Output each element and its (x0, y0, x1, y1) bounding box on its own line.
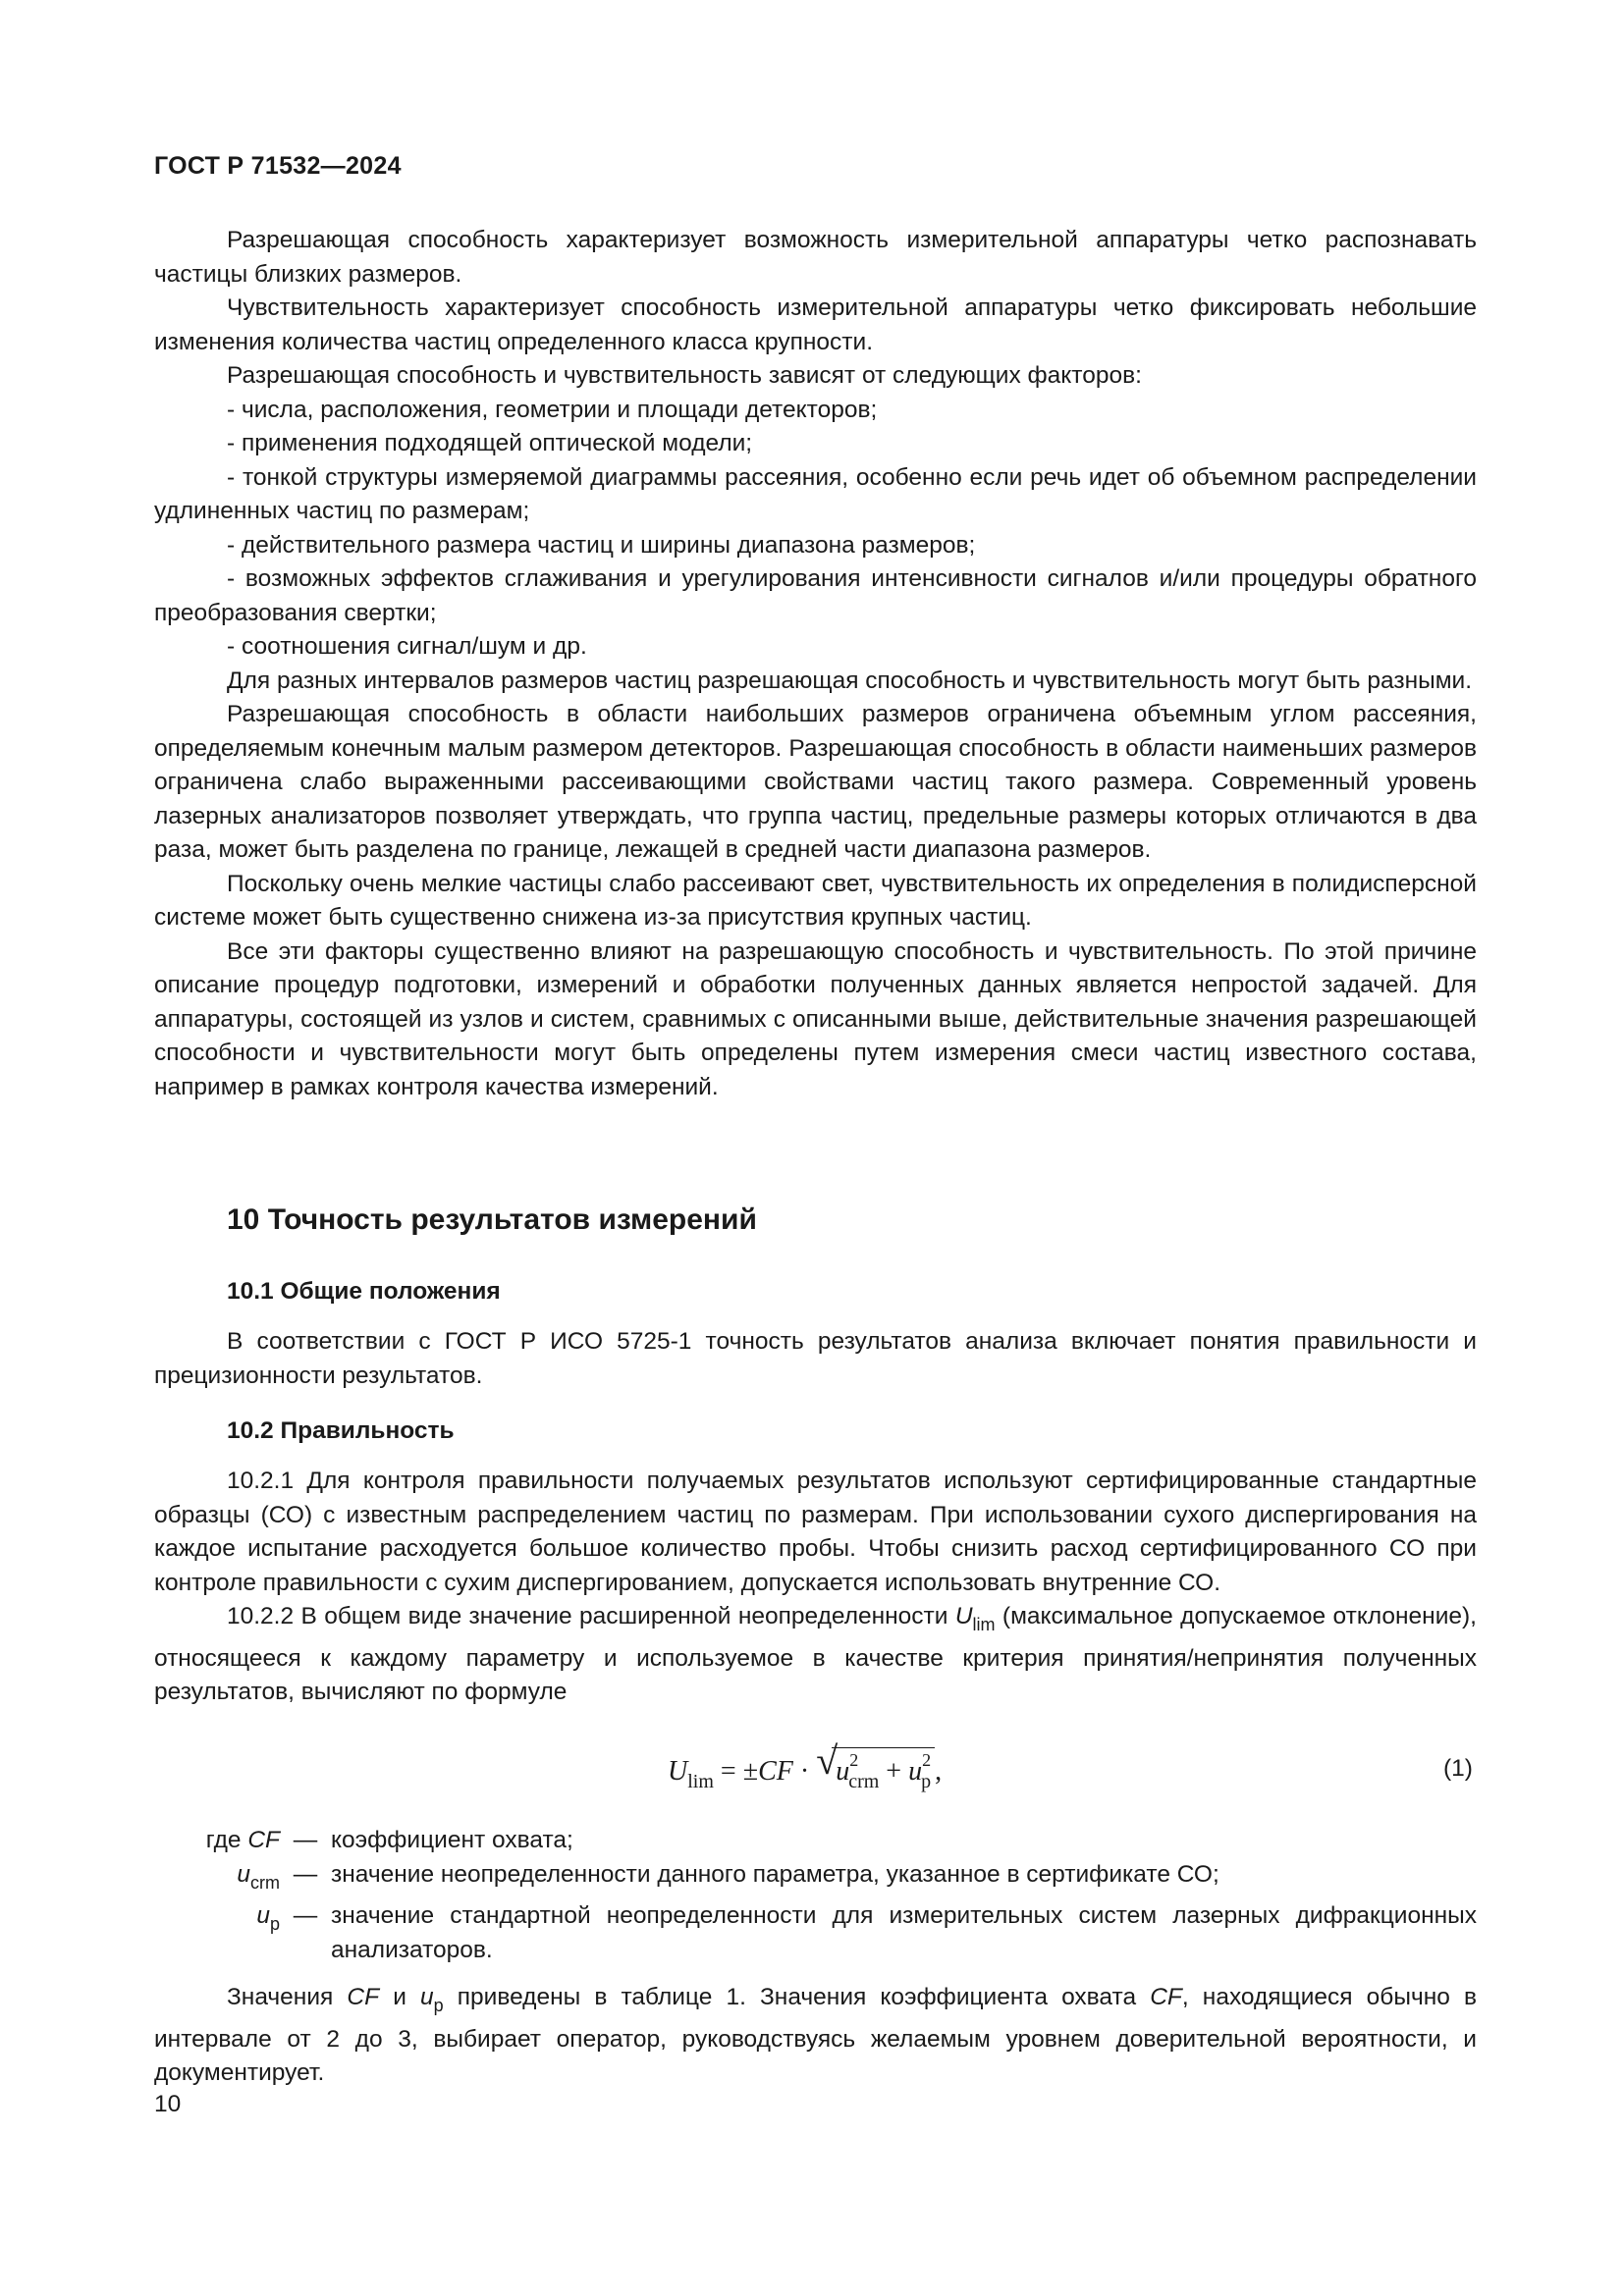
paragraph: Разрешающая способность в области наибольших размеров ограничена объемным углом рассеяния, определяемым конечным малым размером детекторов. Разрешающая способность в области наименьших размеров ограничена слабо выраженными рассеивающими свойствами частиц такого размера. Современный уровень лазерных анализаторов позволяет утверждать, что группа частиц, предельные размеры которых отличаются в два раза, может быть разделена по границе, лежащей в средней части диапазона размеров. (154, 701, 1477, 863)
formula-subscript: lim (687, 1771, 714, 1792)
list-item: - соотношения сигнал/шум и др. (227, 633, 587, 660)
where-description: значение стандартной неопределенности для измерительных систем лазерных дифракционных анализаторов. (331, 1902, 1477, 1963)
subsection-text (154, 1325, 1477, 1393)
where-description: значение неопределенности данного параметра, указанное в сертификате СО; (331, 1860, 1219, 1888)
symbol: u (420, 1984, 434, 2010)
where-symbol (154, 1899, 280, 1967)
formula-superscript: 2 (849, 1750, 859, 1770)
equation-number: (1) (1443, 1755, 1473, 1782)
list-item: - возможных эффектов сглаживания и урегулирования интенсивности сигналов и/или процедуры обратного преобразования свертки; (154, 565, 1477, 626)
paragraph: 10.2.1 Для контроля правильности получаемых результатов используют сертифицированные стандартные образцы (СО) с известным распределением частиц по размерам. При использовании сухого диспергирования на каждое испытание расходуется большое количество пробы. Чтобы снизить расход сертифицированного СО при контроле правильности с сухим диспергированием, допускается использовать внутренние СО. (154, 1468, 1477, 1596)
page-number: 10 (154, 2091, 182, 2117)
formula-symbol: u (908, 1756, 923, 1787)
formula-operator: · (792, 1756, 817, 1787)
subscript: p (269, 1914, 280, 1934)
subscript: p (433, 1996, 444, 2015)
where-description: коэффициент охвата; (331, 1827, 573, 1853)
where-item (154, 1824, 1477, 1858)
subsection-heading: 10.1 Общие положения (227, 1278, 501, 1305)
dash: — (293, 1860, 318, 1888)
text-run: и (379, 1984, 420, 2010)
text-run: Значения (227, 1984, 348, 2010)
paragraph: Поскольку очень мелкие частицы слабо рассеивают свет, чувствительность их определения в полидисперсной системе может быть существенно снижена из-за присутствия крупных частиц. (154, 870, 1477, 931)
subsection-text (154, 1465, 1477, 1710)
symbol: CF (247, 1827, 280, 1853)
symbol: U (954, 1603, 973, 1629)
list-item: - числа, расположения, геометрии и площади детекторов; (227, 396, 878, 423)
formula-symbol: CF (758, 1756, 793, 1787)
list-item: - тонкой структуры измеряемой диаграммы рассеяния, особенно если речь идет об объемном распределении удлиненных частиц по размерам; (154, 463, 1477, 524)
symbol: u (237, 1860, 250, 1888)
closing-text (154, 1981, 1477, 2091)
formula-symbol: u (836, 1756, 850, 1787)
paragraph: Все эти факторы существенно влияют на разрешающую способность и чувствительность. По этой причине описание процедур подготовки, измерений и обработки полученных данных является непростой задачей. Для аппаратуры, состоящей из узлов и систем, сравнимых с описанными выше, действительные значения разрешающей способности и чувствительности могут быть определены путем измерения смеси частиц известного состава, например в рамках контроля качества измерений. (154, 937, 1477, 1100)
dash: — (293, 1827, 318, 1853)
symbol: CF (1150, 1984, 1182, 2010)
where-item (154, 1858, 1477, 1900)
paragraph: Для разных интервалов размеров частиц разрешающая способность и чувствительность могут быть разными. (227, 667, 1473, 694)
standard-header: ГОСТ Р 71532—2024 (154, 152, 402, 180)
where-prefix: где (205, 1827, 248, 1853)
paragraph: Разрешающая способность характеризует возможность измерительной аппаратуры четко распознавать частицы близких размеров. (154, 227, 1477, 288)
paragraph: В соответствии с ГОСТ Р ИСО 5725-1 точность результатов анализа включает понятия правильности и прецизионности результатов. (154, 1328, 1477, 1389)
dash: — (293, 1902, 318, 1929)
paragraph (154, 1600, 1477, 1710)
symbol: u (256, 1902, 270, 1929)
where-item (154, 1899, 1477, 1967)
text-run: (максимальное допускаемое отклонение), относящееся к каждому параметру и используемое в качестве критерия принятия/непринятия полученных результатов, вычисляют по формуле (154, 1603, 1477, 1705)
list-item: - применения подходящей оптической модели; (227, 430, 753, 456)
subscript: lim (972, 1615, 996, 1634)
formula (668, 1738, 943, 1793)
subscript: crm (250, 1872, 280, 1893)
where-symbol (154, 1858, 280, 1900)
text-run: приведены в таблице 1. Значения коэффициента охвата (443, 1984, 1151, 2010)
paragraph: Чувствительность характеризует способность измерительной аппаратуры четко фиксировать небольшие изменения количества частиц определенного класса крупности. (154, 294, 1477, 355)
symbol: CF (347, 1984, 380, 2010)
paragraph: Разрешающая способность и чувствительность зависят от следующих факторов: (227, 362, 1142, 389)
intro-text (154, 224, 1477, 1104)
text-run: 10.2.2 В общем виде значение расширенной неопределенности (227, 1603, 955, 1629)
where-symbol (154, 1824, 280, 1858)
paragraph (154, 1981, 1477, 2091)
where-list (154, 1824, 1477, 1967)
formula-subscript: p (921, 1771, 932, 1792)
formula-superscript: 2 (922, 1750, 932, 1770)
formula-operator: = ± (713, 1756, 759, 1787)
formula-subscript: crm (848, 1771, 880, 1792)
section-heading: 10 Точность результатов измерений (227, 1203, 757, 1236)
text-run: , находящиеся обычно в интервале от 2 до 3, выбирает оператор, руководствуясь желаемым уровнем доверительной вероятности, и документирует. (154, 1984, 1477, 2086)
formula-operator: + (879, 1756, 909, 1787)
list-item: - действительного размера частиц и ширины диапазона размеров; (227, 531, 976, 559)
formula-punctuation: , (935, 1756, 943, 1787)
formula-symbol: U (668, 1756, 688, 1787)
sqrt-sign: √ $u^2_{crm} + u^2_p$ (816, 1747, 935, 1793)
subsection-heading: 10.2 Правильность (227, 1417, 455, 1444)
